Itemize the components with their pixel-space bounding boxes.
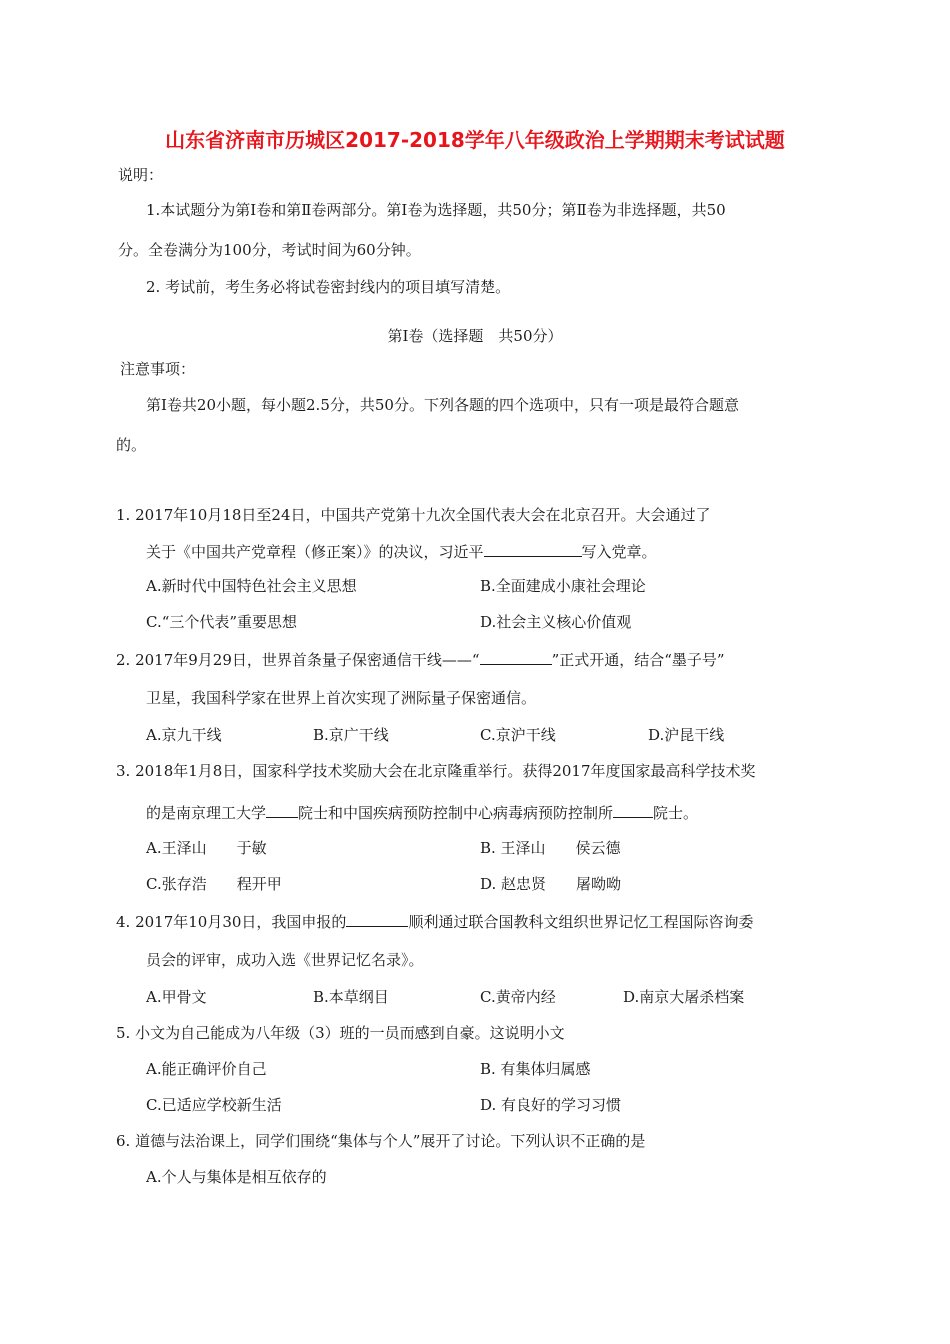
q1-stem-line-1: 1. 2017年10月18日至24日，中国共产党第十九次全国代表大会在北京召开。大会通过了 [116, 506, 711, 524]
answer-blank [346, 911, 408, 927]
answer-blank [266, 802, 298, 818]
q3-option-b: B. 王泽山 侯云德 [480, 839, 621, 857]
q4-stem-text: 4. 2017年10月30日，我国申报的 [116, 913, 347, 931]
q2-stem-line-1 [116, 649, 725, 669]
q6-option-a: A.个人与集体是相互依存的 [146, 1168, 327, 1186]
notice-line-1: 第Ⅰ卷共20小题，每小题2.5分，共50分。下列各题的四个选项中，只有一项是最符合题意 [146, 396, 739, 414]
q3-stem-line-1: 3. 2018年1月8日，国家科学技术奖励大会在北京隆重举行。获得2017年度国家最高科学技术奖 [116, 762, 756, 780]
answer-blank [613, 802, 653, 818]
q5-option-c: C.已适应学校新生活 [146, 1096, 282, 1114]
q4-option-d: D.南京大屠杀档案 [623, 988, 745, 1006]
q4-option-b: B.本草纲目 [313, 988, 389, 1006]
intro-heading: 说明： [118, 166, 164, 184]
notice-line-2: 的。 [116, 436, 147, 454]
q1-option-a: A.新时代中国特色社会主义思想 [146, 577, 357, 595]
q2-stem-text: ”正式开通，结合“墨子号” [551, 651, 725, 669]
q4-option-c: C.黄帝内经 [480, 988, 556, 1006]
q5-stem: 5. 小文为自己能成为八年级（3）班的一员而感到自豪。这说明小文 [116, 1024, 565, 1042]
q5-option-d: D. 有良好的学习习惯 [480, 1096, 622, 1114]
q5-option-a: A.能正确评价自己 [146, 1060, 267, 1078]
q3-option-a: A.王泽山 于敏 [146, 839, 267, 857]
q2-option-d: D.沪昆干线 [648, 726, 725, 744]
q1-stem-text: 写入党章。 [581, 543, 657, 561]
q4-stem-line-2: 员会的评审，成功入选《世界记忆名录》。 [146, 951, 424, 969]
q3-stem-text: 院士。 [653, 804, 699, 822]
q2-stem-line-2: 卫星，我国科学家在世界上首次实现了洲际量子保密通信。 [146, 689, 537, 707]
answer-blank [484, 541, 582, 557]
q3-stem-line-2 [146, 802, 698, 822]
q4-option-a: A.甲骨文 [146, 988, 207, 1006]
q1-option-b: B.全面建成小康社会理论 [480, 577, 646, 595]
q4-stem-text: 顺利通过联合国教科文组织世界记忆工程国际咨询委 [408, 913, 754, 931]
section-title: 第Ⅰ卷（选择题 共50分） [387, 327, 563, 345]
q3-option-c: C.张存浩 程开甲 [146, 875, 282, 893]
q6-stem: 6. 道德与法治课上，同学们围绕“集体与个人”展开了讨论。下列认识不正确的是 [116, 1132, 646, 1150]
q3-option-d: D. 赵忠贤 屠呦呦 [480, 875, 622, 893]
q1-stem-text: 关于《中国共产党章程（修正案）》的决议，习近平 [146, 543, 484, 561]
q2-option-c: C.京沪干线 [480, 726, 556, 744]
q3-stem-text: 的是南京理工大学 [146, 804, 267, 822]
q2-option-a: A.京九干线 [146, 726, 222, 744]
q1-option-d: D.社会主义核心价值观 [480, 613, 632, 631]
q1-stem-line-2 [146, 541, 657, 561]
answer-blank [480, 649, 552, 665]
q3-stem-text: 院士和中国疾病预防控制中心病毒病预防控制所 [298, 804, 614, 822]
intro-item-1-line-2: 分。全卷满分为100分，考试时间为60分钟。 [118, 241, 421, 259]
q2-option-b: B.京广干线 [313, 726, 389, 744]
q5-option-b: B. 有集体归属感 [480, 1060, 591, 1078]
exam-title: 山东省济南市历城区2017-2018学年八年级政治上学期期末考试试题 [165, 128, 785, 152]
q4-stem-line-1 [116, 911, 753, 931]
q2-stem-text: 2. 2017年9月29日，世界首条量子保密通信干线——“ [116, 651, 480, 669]
notice-heading: 注意事项： [120, 360, 196, 378]
q1-option-c: C.“三个代表”重要思想 [146, 613, 298, 631]
intro-item-2: 2. 考试前，考生务必将试卷密封线内的项目填写清楚。 [146, 278, 511, 296]
intro-item-1-line-1: 1.本试题分为第Ⅰ卷和第Ⅱ卷两部分。第Ⅰ卷为选择题，共50分；第Ⅱ卷为非选择题，共50 [146, 201, 726, 219]
